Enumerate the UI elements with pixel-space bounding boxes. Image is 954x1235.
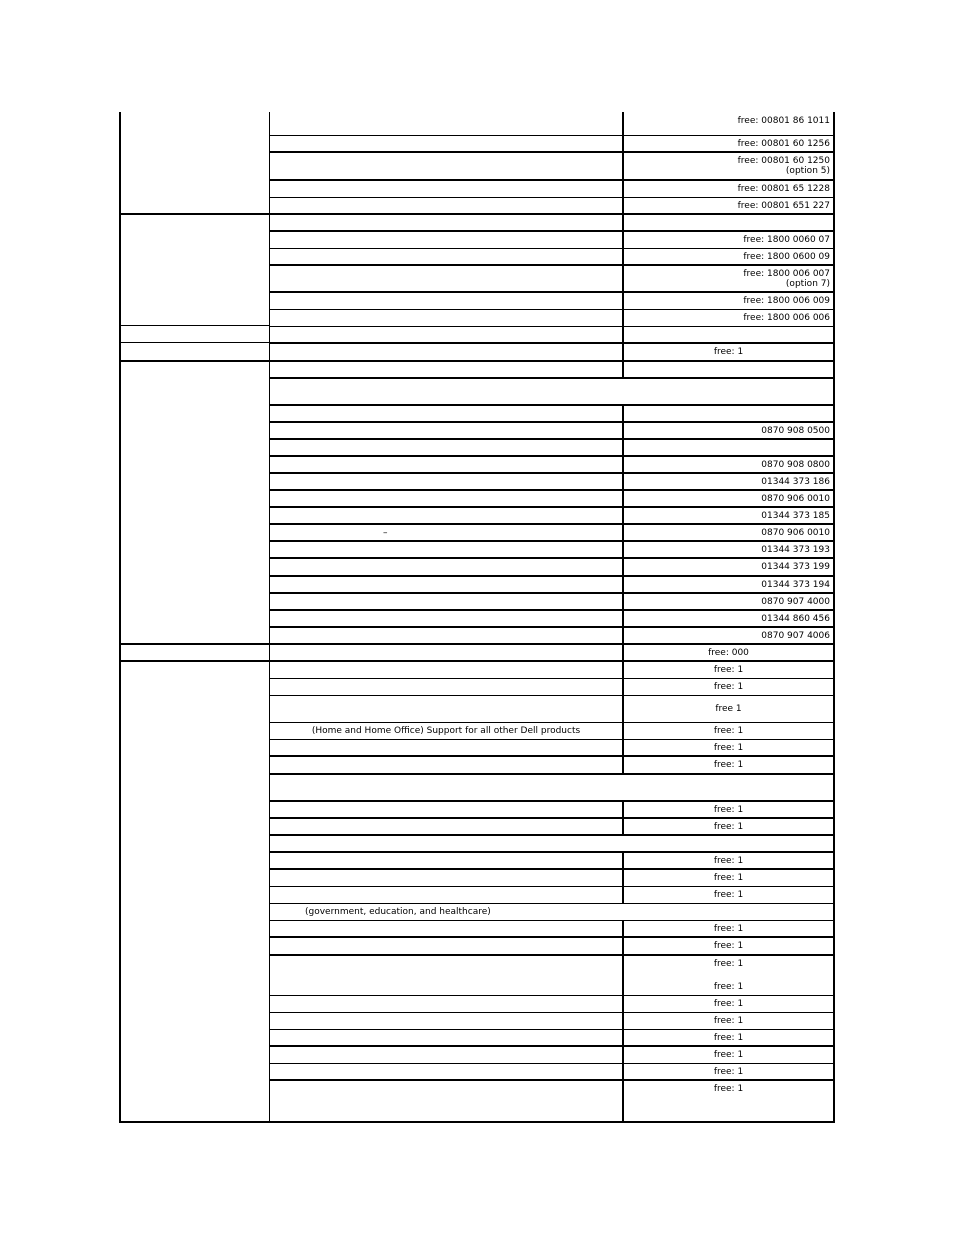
row-divider — [269, 886, 834, 887]
table-row — [0, 422, 954, 439]
col-divider-2 — [622, 818, 624, 835]
col-divider-2 — [622, 361, 624, 378]
cell-phone-number — [623, 524, 834, 541]
table-row — [0, 361, 954, 378]
table-row — [0, 541, 954, 558]
phone-number: free: 1800 006 006 — [743, 312, 830, 323]
phone-number: free: 00801 60 1256 — [737, 138, 830, 149]
phone-number: free: 1 — [713, 1015, 744, 1026]
phone-number: free: 1 — [713, 1084, 744, 1094]
table-row — [0, 937, 954, 955]
cell-text: – — [383, 527, 388, 538]
cell-phone-number — [623, 801, 834, 818]
row-divider — [269, 377, 834, 379]
col-divider-2 — [622, 265, 624, 292]
row-divider — [269, 660, 834, 662]
table-row — [0, 180, 954, 197]
table-row — [0, 774, 954, 801]
col-divider-2 — [622, 886, 624, 903]
cell-phone-number — [623, 1080, 834, 1122]
phone-number: 01344 860 456 — [761, 613, 830, 624]
table-row — [0, 1063, 954, 1080]
phone-number: free: 1 — [713, 821, 744, 832]
phone-number: free: 1 — [713, 681, 744, 692]
table-row — [0, 309, 954, 326]
phone-number: free: 1 — [713, 742, 744, 753]
table-row — [0, 886, 954, 903]
cell-phone-number — [623, 576, 834, 593]
table-row — [0, 1012, 954, 1029]
table-row — [0, 343, 954, 361]
cell-phone-number — [623, 309, 834, 326]
row-divider — [269, 264, 834, 266]
col-divider-2 — [622, 1046, 624, 1063]
cell-phone-number — [623, 995, 834, 1012]
table-row — [0, 378, 954, 405]
table-row — [0, 995, 954, 1012]
cell-description — [269, 722, 623, 739]
table-row — [0, 576, 954, 593]
row-divider — [269, 421, 834, 423]
col-divider-2 — [622, 473, 624, 490]
table-row — [0, 818, 954, 835]
row-divider — [269, 903, 834, 904]
col-divider-2 — [622, 937, 624, 955]
row-divider — [269, 291, 834, 293]
col-divider-2 — [622, 135, 624, 152]
col-divider-2 — [622, 507, 624, 524]
cell-phone-number — [623, 558, 834, 576]
col-divider-2 — [622, 695, 624, 722]
phone-number: free 1 — [715, 703, 742, 714]
table-row — [0, 558, 954, 576]
col-divider-2 — [622, 1063, 624, 1080]
row-divider — [269, 851, 834, 853]
phone-number: free: 1 — [713, 760, 744, 770]
cell-phone-number — [623, 507, 834, 524]
cell-phone-number — [623, 248, 834, 265]
row-divider — [269, 342, 834, 344]
row-divider — [269, 592, 834, 594]
table-row — [0, 405, 954, 422]
row-divider — [269, 817, 834, 819]
cell-text: (government, education, and healthcare) — [305, 906, 491, 917]
table-row — [0, 1046, 954, 1063]
row-divider — [269, 1029, 834, 1030]
phone-number: 0870 907 4006 — [761, 630, 830, 641]
row-divider — [269, 678, 834, 679]
phone-number: free: 1 — [713, 804, 744, 815]
table-row — [0, 524, 954, 541]
col-divider-2 — [622, 722, 624, 739]
phone-number: (option 5) — [785, 166, 830, 176]
table-row — [0, 903, 954, 920]
table-row — [0, 756, 954, 774]
cell-text: (Home and Home Office) Support for all other Dell products — [311, 725, 581, 736]
col-divider-2 — [622, 524, 624, 541]
phone-number: 0870 908 0500 — [761, 425, 830, 436]
col-divider-2 — [622, 558, 624, 576]
table-row — [0, 135, 954, 152]
cell-phone-number — [623, 739, 834, 756]
row-divider — [269, 404, 834, 406]
cell-phone-number — [623, 937, 834, 955]
row-divider — [269, 739, 834, 740]
row-divider — [269, 1063, 834, 1064]
phone-number: free: 1 — [713, 889, 744, 900]
row-divider — [269, 626, 834, 628]
table-row — [0, 869, 954, 886]
table-row — [0, 112, 954, 135]
phone-number: free: 000 — [708, 647, 749, 658]
row-divider — [269, 309, 834, 310]
row-divider — [269, 1079, 834, 1081]
col-divider-2 — [622, 678, 624, 695]
phone-number: 0870 906 0010 — [761, 493, 830, 504]
cell-phone-number — [623, 265, 834, 292]
row-divider — [269, 643, 834, 645]
phone-number: free: 1 — [713, 1066, 744, 1077]
table-row — [0, 490, 954, 507]
phone-number: 01344 373 194 — [761, 579, 830, 590]
phone-number: free: 1 — [713, 872, 744, 883]
phone-number: 01344 373 193 — [761, 544, 830, 555]
col-divider-2 — [622, 541, 624, 558]
table-row — [0, 265, 954, 292]
col-divider-2 — [622, 739, 624, 756]
phone-number: free: 00801 65 1228 — [737, 183, 830, 194]
row-divider — [269, 868, 834, 870]
cell-phone-number — [623, 593, 834, 610]
table-row — [0, 152, 954, 180]
phone-number: 01344 373 199 — [761, 562, 830, 572]
cell-phone-number — [623, 695, 834, 722]
cell-phone-number — [623, 818, 834, 835]
row-divider — [269, 438, 834, 440]
cell-phone-number — [623, 292, 834, 309]
table-row — [0, 627, 954, 644]
row-divider — [269, 230, 834, 232]
phone-number: free: 00801 651 227 — [737, 200, 830, 211]
table-row — [0, 197, 954, 214]
col-divider-2 — [622, 214, 624, 231]
phone-number: free: 1 — [713, 941, 744, 951]
cell-phone-number — [623, 1029, 834, 1046]
phone-number: 0870 907 4000 — [761, 596, 830, 607]
table-row — [0, 695, 954, 722]
phone-number: free: 1 — [713, 725, 744, 736]
cell-phone-number — [623, 886, 834, 903]
cell-phone-number — [623, 756, 834, 774]
table-row — [0, 661, 954, 678]
row-divider — [269, 755, 834, 757]
row-divider — [269, 248, 834, 249]
row-divider — [269, 326, 834, 327]
cell-phone-number — [623, 231, 834, 248]
cell-phone-number — [623, 343, 834, 361]
table-row — [0, 214, 954, 231]
phone-number: free: 1 — [713, 982, 744, 992]
col-divider-2 — [622, 456, 624, 473]
col-divider-2 — [622, 309, 624, 326]
col-divider-2 — [622, 920, 624, 937]
cell-phone-number — [623, 112, 834, 135]
col-divider-2 — [622, 627, 624, 644]
row-divider — [269, 1045, 834, 1047]
phone-number: free: 1 — [713, 923, 744, 934]
row-divider — [269, 213, 834, 215]
cell-phone-number — [623, 644, 834, 661]
phone-number: free: 1800 006 009 — [743, 295, 830, 306]
col-divider-2 — [622, 955, 624, 995]
table-row — [0, 739, 954, 756]
col-divider-2 — [622, 1080, 624, 1122]
table-row — [0, 644, 954, 661]
table-row — [0, 439, 954, 456]
row-divider — [269, 936, 834, 938]
col-divider-2 — [622, 180, 624, 197]
cell-phone-number — [623, 610, 834, 627]
table-row — [0, 473, 954, 490]
col-divider-2 — [622, 197, 624, 214]
phone-number: free: 1 — [713, 664, 744, 675]
table-row — [0, 593, 954, 610]
col-divider-2 — [622, 326, 624, 343]
cell-phone-number — [623, 678, 834, 695]
phone-number: free: 1 — [713, 855, 744, 866]
col-divider-2 — [622, 661, 624, 678]
phone-number: free: 00801 86 1011 — [737, 116, 830, 126]
row-divider — [269, 995, 834, 996]
cell-phone-number — [623, 1046, 834, 1063]
table-row — [0, 610, 954, 627]
row-divider — [269, 773, 834, 775]
col-divider-2 — [622, 292, 624, 309]
row-divider — [269, 472, 834, 474]
row-divider — [269, 455, 834, 457]
phone-number: 0870 908 0800 — [761, 459, 830, 470]
row-divider — [269, 954, 834, 956]
col-divider-2 — [622, 1012, 624, 1029]
phone-number: free: 1 — [713, 998, 744, 1009]
col-divider-2 — [622, 112, 624, 135]
cell-description — [269, 903, 834, 920]
col-divider-2 — [622, 576, 624, 593]
row-divider — [269, 197, 834, 198]
cell-phone-number — [623, 661, 834, 678]
table-row — [0, 852, 954, 869]
col-divider-2 — [622, 490, 624, 507]
phone-number: free: 1800 0600 09 — [743, 251, 830, 262]
phone-number: free: 1800 0060 07 — [743, 234, 830, 245]
col-divider-2 — [622, 152, 624, 180]
col-divider-2 — [622, 439, 624, 456]
cell-phone-number — [623, 869, 834, 886]
row-divider — [269, 695, 834, 696]
row-divider — [269, 575, 834, 577]
phone-number: free: 1 — [713, 959, 744, 969]
phone-number: free: 1 — [713, 1049, 744, 1060]
cell-phone-number — [623, 180, 834, 197]
table-row — [0, 507, 954, 524]
col-divider-2 — [622, 610, 624, 627]
col-divider-2 — [622, 801, 624, 818]
phone-number: free: 1800 006 007 — [743, 269, 830, 279]
cell-phone-number — [623, 197, 834, 214]
col-divider-2 — [622, 593, 624, 610]
row-divider — [269, 609, 834, 611]
row-divider — [269, 523, 834, 525]
table-row — [0, 456, 954, 473]
table-row — [0, 1080, 954, 1122]
col-divider-2 — [622, 422, 624, 439]
table-row — [0, 231, 954, 248]
phone-number: free: 00801 60 1250 — [737, 156, 830, 166]
phone-number: free: 1 — [713, 347, 744, 357]
col-divider-2 — [622, 405, 624, 422]
row-divider — [269, 920, 834, 921]
phone-number: 01344 373 185 — [761, 510, 830, 521]
row-divider — [269, 506, 834, 508]
table-row — [0, 1029, 954, 1046]
table-row — [0, 678, 954, 695]
row-divider — [269, 834, 834, 836]
col-divider-2 — [622, 231, 624, 248]
row-divider — [269, 722, 834, 723]
col-divider-2 — [622, 852, 624, 869]
col-divider-2 — [622, 644, 624, 661]
row-divider — [269, 151, 834, 153]
cell-phone-number — [623, 1063, 834, 1080]
phone-number: 01344 373 186 — [761, 476, 830, 487]
col-divider-2 — [622, 248, 624, 265]
row-divider — [269, 360, 834, 362]
table-row — [0, 835, 954, 852]
cell-phone-number — [623, 852, 834, 869]
row-divider — [269, 1012, 834, 1013]
row-divider — [269, 557, 834, 559]
table-row — [0, 920, 954, 937]
col-divider-2 — [622, 756, 624, 774]
cell-phone-number — [623, 1012, 834, 1029]
cell-phone-number — [623, 920, 834, 937]
cell-phone-number — [623, 152, 834, 180]
cell-phone-number — [623, 722, 834, 739]
row-divider — [269, 540, 834, 542]
table-row — [0, 722, 954, 739]
cell-phone-number — [623, 627, 834, 644]
phone-number: 0870 906 0010 — [761, 527, 830, 538]
cell-phone-number — [623, 135, 834, 152]
phone-number: free: 1 — [713, 1032, 744, 1043]
cell-description — [269, 524, 623, 541]
cell-phone-number — [623, 541, 834, 558]
table-row — [0, 801, 954, 818]
row-divider — [269, 800, 834, 802]
cell-phone-number — [623, 422, 834, 439]
col-divider-2 — [622, 1029, 624, 1046]
row-divider — [269, 135, 834, 136]
col-divider-2 — [622, 343, 624, 361]
cell-phone-number — [623, 955, 834, 995]
phone-number: (option 7) — [785, 279, 830, 289]
cell-phone-number — [623, 473, 834, 490]
table-row — [0, 326, 954, 343]
cell-phone-number — [623, 490, 834, 507]
table-row — [0, 292, 954, 309]
row-divider — [269, 489, 834, 491]
table-row — [0, 248, 954, 265]
table-row — [0, 955, 954, 995]
cell-phone-number — [623, 456, 834, 473]
col-divider-2 — [622, 869, 624, 886]
col-divider-2 — [622, 995, 624, 1012]
row-divider — [269, 179, 834, 181]
